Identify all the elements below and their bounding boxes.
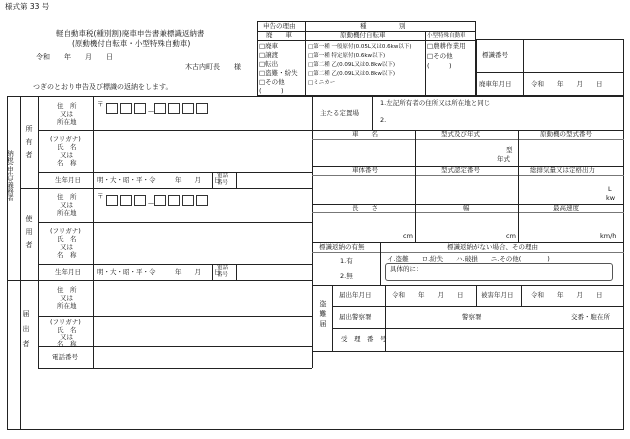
haisha-header: 廃 車 <box>266 31 292 39</box>
theft-date-value[interactable]: 令和 年 月 日 <box>392 291 464 299</box>
postal-mark: 〒 <box>97 100 104 108</box>
reason-joto-checkbox[interactable]: □譲渡 <box>259 51 279 59</box>
tokushu-header: 小型特殊自動車 <box>427 33 466 39</box>
user-name-label: (フリガナ) <box>50 227 81 235</box>
reason-tounan-checkbox[interactable]: □盗難・紛失 <box>259 69 298 77</box>
speed-unit: km/h <box>600 232 617 240</box>
filer-phone-label: 電話番号 <box>52 353 78 361</box>
owner-postal-code-field[interactable]: — <box>106 98 210 117</box>
detail-label: 具体的に： <box>390 265 423 273</box>
filer-name-label: 又は <box>60 333 73 341</box>
damage-date-value[interactable]: 令和 年 月 日 <box>531 291 603 299</box>
width-unit: cm <box>506 232 516 240</box>
regular-place-option2[interactable]: 2. <box>380 116 387 124</box>
regular-place-option1[interactable]: 1.左記所有者の住所又は所在地と同じ <box>380 99 491 107</box>
car-name-label: 車 名 <box>352 130 378 138</box>
koban-label: 交番・駐在所 <box>571 313 610 321</box>
tokushu-nokou-checkbox[interactable]: □農耕作業用 <box>427 42 466 50</box>
user-name-label: 氏 名 <box>57 235 77 243</box>
filer-address-label: 所在地 <box>57 302 77 310</box>
owner-birth-value[interactable]: 明・大・昭・平・令 年 月 日 <box>97 176 221 184</box>
form-subtitle: (原動機付自転車・小型特殊自動車) <box>72 39 191 48</box>
haisha-date-value[interactable]: 令和 年 月 日 <box>531 80 603 88</box>
user-postal-code-field[interactable]: — <box>106 190 210 209</box>
no-return-reasons[interactable]: イ.盗難 ロ.紛失 ハ.破損 ニ.その他( ) <box>387 255 550 263</box>
form-number: 様式第 33 号 <box>5 2 50 11</box>
reason-haisha-checkbox[interactable]: □廃車 <box>259 42 279 50</box>
displacement-label: 総排気量又は定格出力 <box>530 166 595 174</box>
owner-address-label: 所在地 <box>57 118 77 126</box>
cert-number-label: 型式認定番号 <box>441 166 480 174</box>
owner-name-label: (フリガナ) <box>50 135 81 143</box>
year-suffix: 年式 <box>497 155 510 163</box>
width-label: 幅 <box>463 204 470 212</box>
owner-name-label: 又は <box>60 151 73 159</box>
return-status-label: 標識返納の有無 <box>319 243 365 251</box>
owner-address-label: 又は <box>60 110 73 118</box>
gentsuki-item[interactable]: □第二種 乙(0.09L又は0.8kw以下) <box>308 62 395 68</box>
gentsuki-item[interactable]: □第二種 乙(0.09L又は0.8kw以下) <box>308 71 395 77</box>
engine-model-label: 原動機の型式番号 <box>540 130 592 138</box>
gentsuki-item[interactable]: □第一種 一般原付(0.05L又は0.6kw以下) <box>308 44 412 50</box>
filer-name-label: 氏 名 <box>57 326 77 334</box>
gentsuki-header: 原動機付自転車 <box>340 31 386 39</box>
user-birth-value[interactable]: 明・大・昭・平・令 年 月 日 <box>97 268 221 276</box>
user-address-label: 又は <box>60 201 73 209</box>
postal-mark: 〒 <box>97 192 104 200</box>
body-number-label: 車体番号 <box>352 166 378 174</box>
owner-birth-label: 生年月日 <box>55 176 81 184</box>
user-name-label: 名 称 <box>57 251 77 259</box>
filer-name-label: 名 称 <box>57 340 77 348</box>
reason-other-paren: ( ) <box>259 87 284 95</box>
max-speed-label: 最高速度 <box>553 204 579 212</box>
kind-header: 種 別 <box>360 22 406 30</box>
filer-label: 届出者 <box>22 310 30 355</box>
return-option-yes[interactable]: 1.有 <box>340 257 353 265</box>
reason-header: 申告の理由 <box>263 22 296 30</box>
tokushu-other-checkbox[interactable]: □その他 <box>427 52 453 60</box>
user-name-label: 又は <box>60 243 73 251</box>
unit-kw: kw <box>606 194 616 202</box>
owner-name-label: 名 称 <box>57 159 77 167</box>
owner-phone-label: 電話番号 <box>217 173 229 186</box>
receipt-number-label: 受 理 番 号 <box>341 335 387 343</box>
reason-other-checkbox[interactable]: □その他 <box>259 78 285 86</box>
user-phone-label: 電話番号 <box>217 265 229 278</box>
unit-l: L <box>608 185 612 193</box>
damage-date-label: 被害年月日 <box>481 291 514 299</box>
police-label: 届出警察署 <box>339 313 372 321</box>
gentsuki-item[interactable]: □第一種 特定原付(0.6kw以下) <box>308 53 386 59</box>
filer-address-label: 住 所 <box>57 286 77 294</box>
owner-label: 所有者 <box>25 125 33 164</box>
length-unit: cm <box>403 232 413 240</box>
regular-place-label: 主たる定置場 <box>320 109 359 117</box>
user-address-label: 所在地 <box>57 209 77 217</box>
no-return-reason-label: 標識返納がない場合、その理由 <box>447 243 538 251</box>
plate-label: 標識番号 <box>482 51 508 59</box>
reason-tenshutsu-checkbox[interactable]: □転出 <box>259 60 279 68</box>
owner-name-label: 氏 名 <box>57 143 77 151</box>
user-label: 使用者 <box>25 215 33 254</box>
model-suffix: 型 <box>506 146 513 154</box>
theft-date-label: 届出年月日 <box>339 291 372 299</box>
police-suffix: 警察署 <box>462 313 482 321</box>
intro-text: つぎのとおり申告及び標識の返納をします。 <box>33 83 173 91</box>
form-title: 軽自動車税(種別割)廃車申告書兼標識返納書 <box>56 29 205 38</box>
owner-address-label: 住 所 <box>57 102 77 110</box>
taxpayer-side-label: 納税(申告)義務者 <box>6 150 14 201</box>
user-birth-label: 生年月日 <box>55 268 81 276</box>
length-label: 長 さ <box>352 204 378 212</box>
tokushu-other-paren: ( ) <box>427 62 452 70</box>
submit-date: 令和 年 月 日 <box>36 53 113 61</box>
user-address-label: 住 所 <box>57 193 77 201</box>
theft-side-label: 盗難届 <box>319 300 327 330</box>
gentsuki-item[interactable]: □ミニカー <box>308 80 336 86</box>
filer-name-label: (フリガナ) <box>50 318 81 326</box>
model-year-label: 型式及び年式 <box>441 130 480 138</box>
haisha-date-label: 廃車年月日 <box>479 80 512 88</box>
filer-address-label: 又は <box>60 294 73 302</box>
addressee: 木古内町長 様 <box>185 63 241 71</box>
return-option-no[interactable]: 2.無 <box>340 272 353 280</box>
